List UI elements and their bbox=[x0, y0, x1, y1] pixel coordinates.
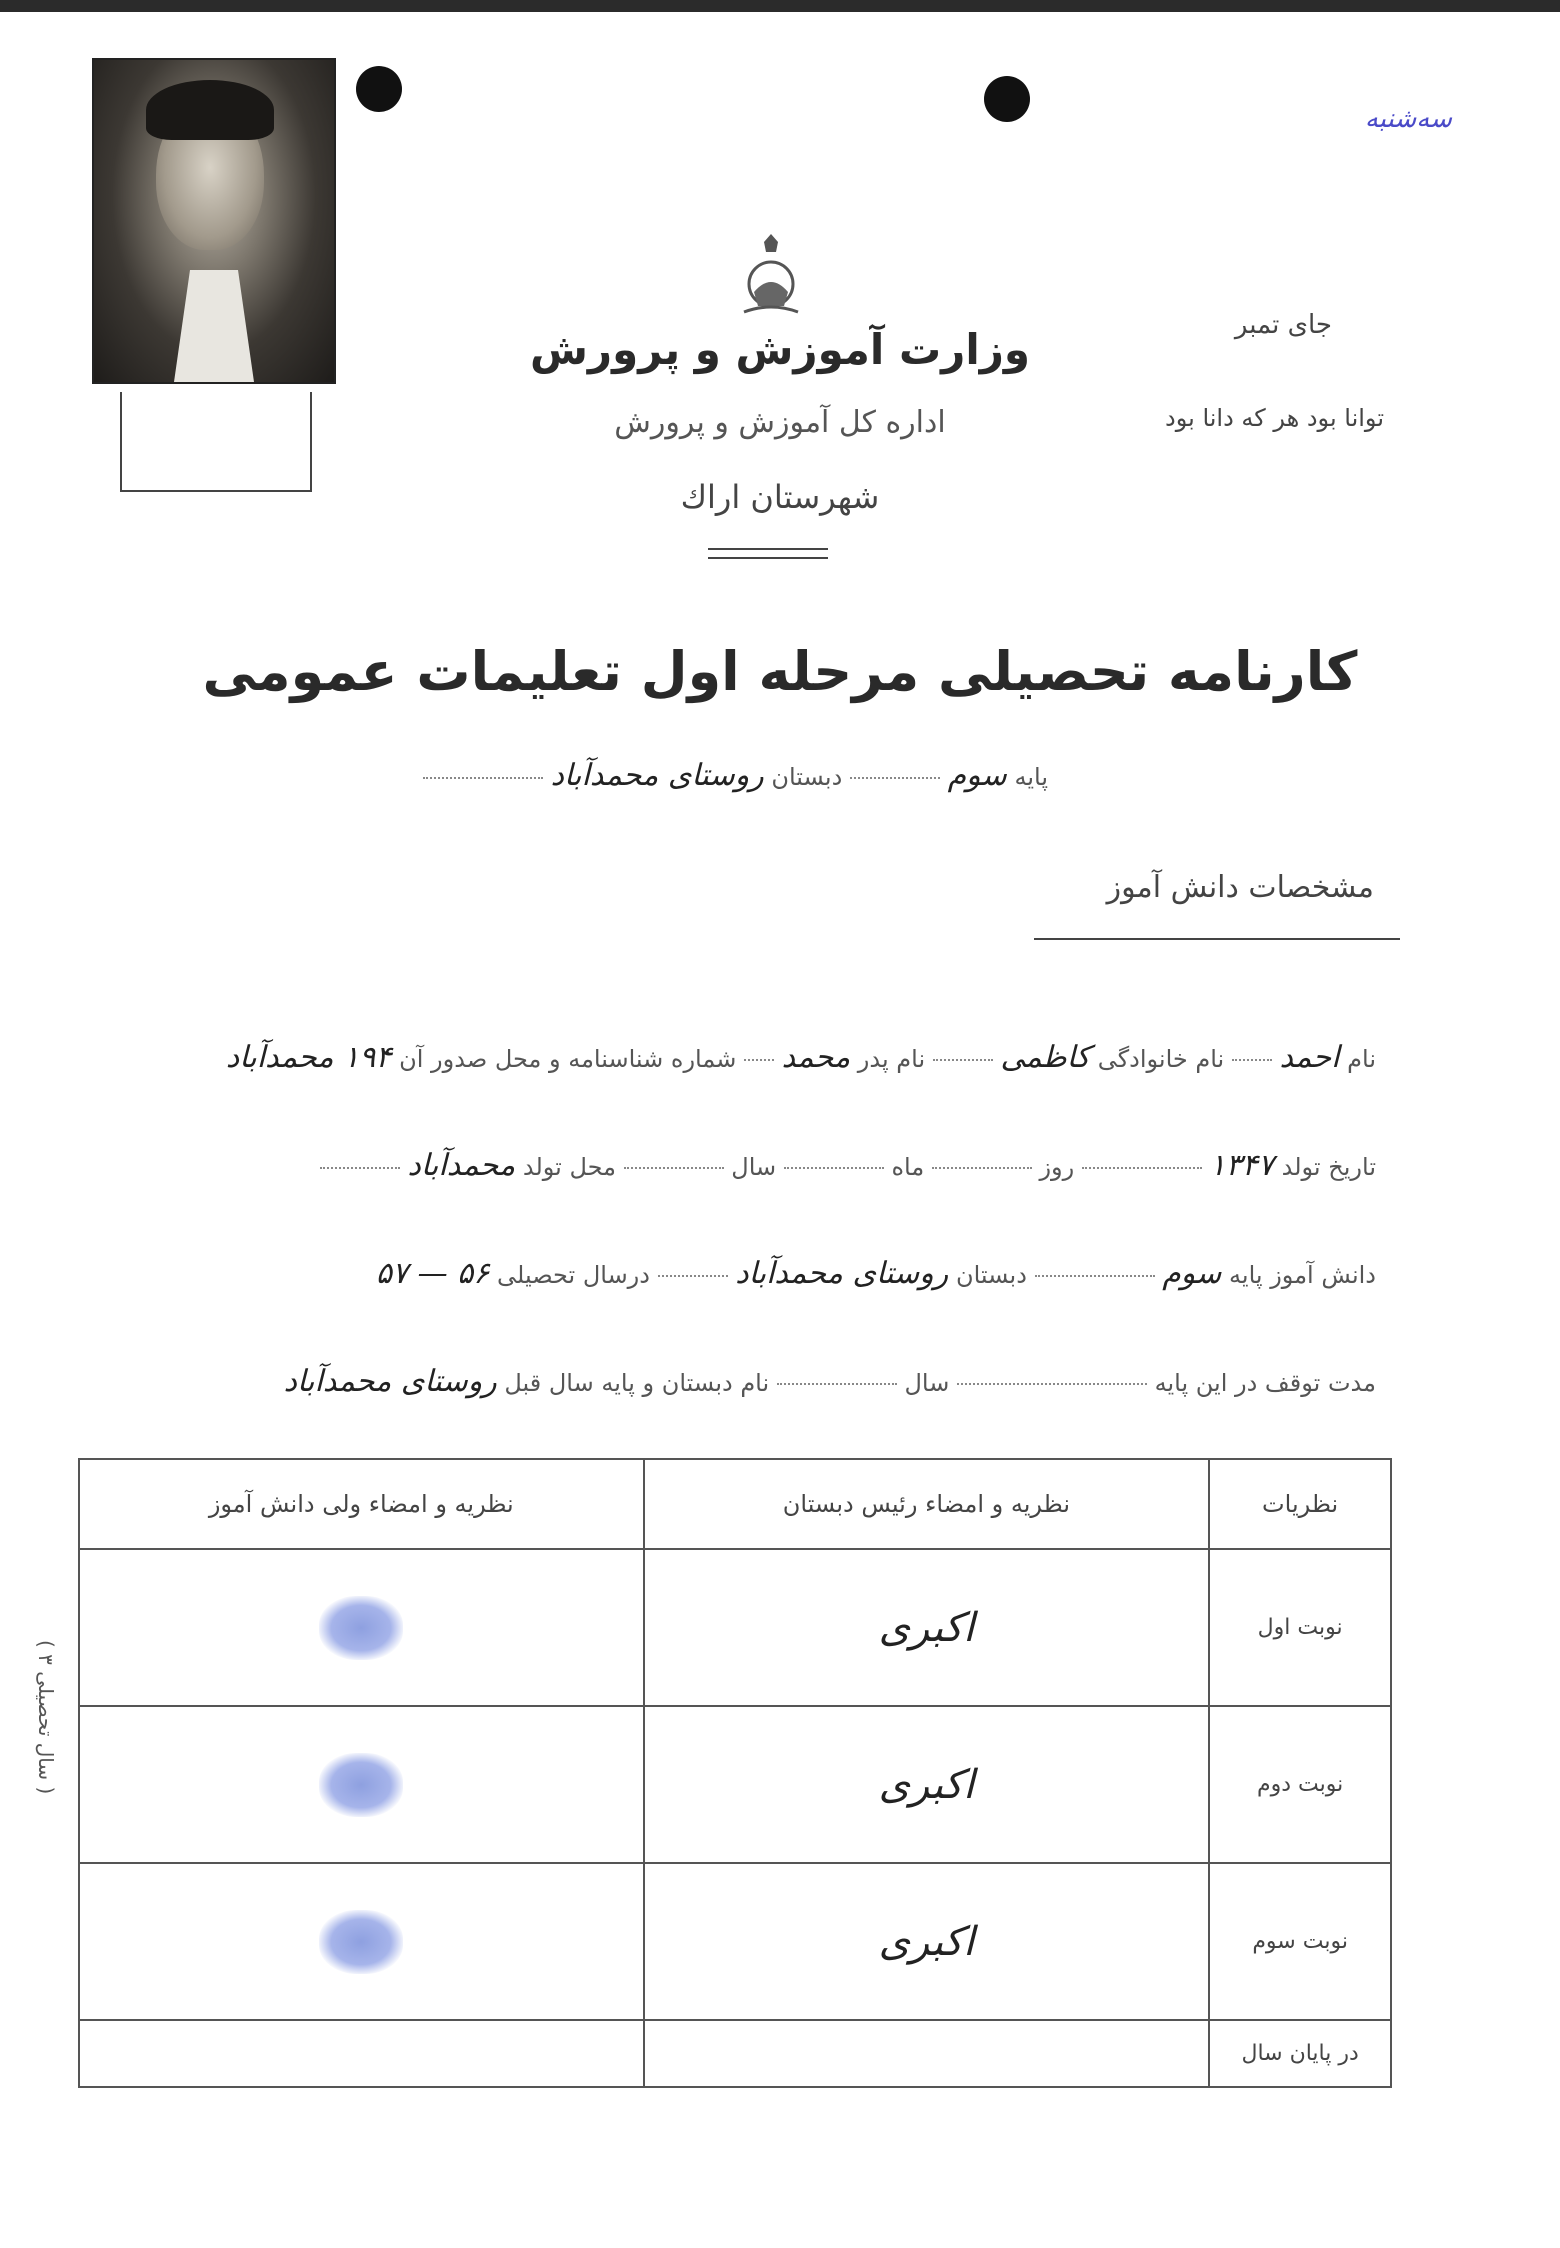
school-label: دبستان bbox=[771, 763, 843, 791]
name-value: احمد bbox=[1279, 1040, 1340, 1075]
col-opinions: نظریات bbox=[1209, 1459, 1391, 1549]
col-principal: نظریه و امضاء رئیس دبستان bbox=[644, 1459, 1210, 1549]
thumbprint-icon bbox=[319, 1596, 403, 1660]
row-label: نوبت دوم bbox=[1209, 1706, 1391, 1863]
id-label: شماره شناسنامه و محل صدور آن bbox=[399, 1045, 737, 1073]
family-label: نام خانوادگی bbox=[1097, 1045, 1225, 1073]
dotted-fill bbox=[932, 1167, 1032, 1169]
thumbprint-icon bbox=[319, 1910, 403, 1974]
principal-cell bbox=[644, 2020, 1210, 2087]
principal-signature: اکبری bbox=[878, 1761, 975, 1808]
table-header-row bbox=[79, 1459, 1391, 1549]
table-row bbox=[79, 1549, 1391, 1706]
grade-line bbox=[423, 758, 1048, 793]
study-year-value: ۵۶ — ۵۷ bbox=[375, 1256, 490, 1291]
student-grade-value: سوم bbox=[1162, 1256, 1222, 1291]
dotted-fill bbox=[320, 1167, 400, 1169]
principal-signature: اکبری bbox=[878, 1604, 975, 1651]
col-guardian: نظریه و امضاء ولی دانش آموز bbox=[79, 1459, 644, 1549]
principal-cell bbox=[644, 1863, 1210, 2020]
motto: توانا بود هر که دانا بود bbox=[1165, 404, 1384, 432]
stamp-place-label: جای تمبر bbox=[1234, 310, 1332, 340]
punch-hole-left bbox=[356, 66, 402, 112]
student-school-label: دبستان bbox=[955, 1261, 1027, 1289]
prev-school-value: روستای محمدآباد bbox=[283, 1364, 497, 1399]
birthplace-value: محمدآباد bbox=[407, 1148, 516, 1183]
report-card-title: كارنامه تحصیلی مرحله اول تعلیمات عمومی bbox=[202, 640, 1358, 703]
table-row bbox=[79, 2020, 1391, 2087]
photo-hair bbox=[146, 80, 274, 140]
name-label: نام bbox=[1347, 1045, 1376, 1073]
stay-label: مدت توقف در این پایه bbox=[1154, 1369, 1376, 1397]
student-grade-label: دانش آموز پایه bbox=[1229, 1261, 1376, 1289]
year-label: سال bbox=[731, 1153, 777, 1181]
dotted-fill bbox=[423, 777, 543, 779]
dotted-fill bbox=[1232, 1059, 1272, 1061]
city-title: شهرستان اراك bbox=[680, 478, 880, 516]
father-label: نام پدر bbox=[857, 1045, 926, 1073]
lion-sun-emblem-icon bbox=[738, 232, 804, 318]
birthplace-label: محل تولد bbox=[522, 1153, 617, 1181]
ministry-title: وزارت آموزش و پرورش bbox=[529, 325, 1031, 374]
principal-signature: اکبری bbox=[878, 1918, 975, 1965]
section-title: مشخصات دانش آموز bbox=[1106, 870, 1374, 905]
family-value: کاظمی bbox=[1000, 1040, 1091, 1075]
section-underline bbox=[1034, 938, 1400, 940]
dotted-fill bbox=[1082, 1167, 1202, 1169]
guardian-cell bbox=[79, 1549, 644, 1706]
dotted-fill bbox=[624, 1167, 724, 1169]
dotted-fill bbox=[957, 1383, 1147, 1385]
row-label: نوبت سوم bbox=[1209, 1863, 1391, 2020]
grade-label: پایه bbox=[1014, 763, 1048, 791]
principal-cell bbox=[644, 1549, 1210, 1706]
scan-edge bbox=[0, 0, 1560, 12]
student-row-3 bbox=[376, 1256, 1376, 1291]
prev-school-label: نام دبستان و پایه سال قبل bbox=[504, 1369, 770, 1397]
principal-cell bbox=[644, 1706, 1210, 1863]
guardian-cell bbox=[79, 1706, 644, 1863]
stay-year-label: سال bbox=[904, 1369, 950, 1397]
father-value: محمد bbox=[781, 1040, 851, 1075]
dotted-fill bbox=[1035, 1275, 1155, 1277]
row-label: نوبت اول bbox=[1209, 1549, 1391, 1706]
dotted-fill bbox=[850, 777, 940, 779]
month-label: ماه bbox=[891, 1153, 925, 1181]
student-school-value: روستای محمدآباد bbox=[735, 1256, 949, 1291]
dotted-fill bbox=[658, 1275, 728, 1277]
side-note: ( ۳ سال تحصیلی ) bbox=[34, 1640, 58, 1795]
punch-hole-right bbox=[984, 76, 1030, 122]
birth-value: ۱۳۴۷ bbox=[1209, 1148, 1274, 1183]
guardian-cell bbox=[79, 2020, 644, 2087]
opinions-table bbox=[78, 1458, 1392, 2088]
dotted-fill bbox=[784, 1167, 884, 1169]
dotted-fill bbox=[933, 1059, 993, 1061]
student-row-2 bbox=[320, 1148, 1376, 1183]
dotted-fill bbox=[744, 1059, 774, 1061]
dotted-fill bbox=[777, 1383, 897, 1385]
school-value: روستای محمدآباد bbox=[550, 758, 764, 793]
student-row-4 bbox=[284, 1364, 1376, 1399]
guardian-cell bbox=[79, 1863, 644, 2020]
student-row-1 bbox=[226, 1040, 1376, 1075]
table-row bbox=[79, 1706, 1391, 1863]
corner-note: سه‌شنبه bbox=[1364, 104, 1452, 134]
header-double-line bbox=[708, 548, 828, 559]
study-year-label: درسال تحصیلی bbox=[497, 1261, 650, 1289]
day-label: روز bbox=[1039, 1153, 1075, 1181]
row-label: در پایان سال bbox=[1209, 2020, 1391, 2087]
birth-label: تاریخ تولد bbox=[1281, 1153, 1376, 1181]
grade-value: سوم bbox=[947, 758, 1007, 793]
table-row bbox=[79, 1863, 1391, 2020]
id-value: ۱۹۴ محمدآباد bbox=[225, 1040, 392, 1075]
thumbprint-icon bbox=[319, 1753, 403, 1817]
directorate-title: اداره کل آموزش و پرورش bbox=[614, 405, 946, 440]
